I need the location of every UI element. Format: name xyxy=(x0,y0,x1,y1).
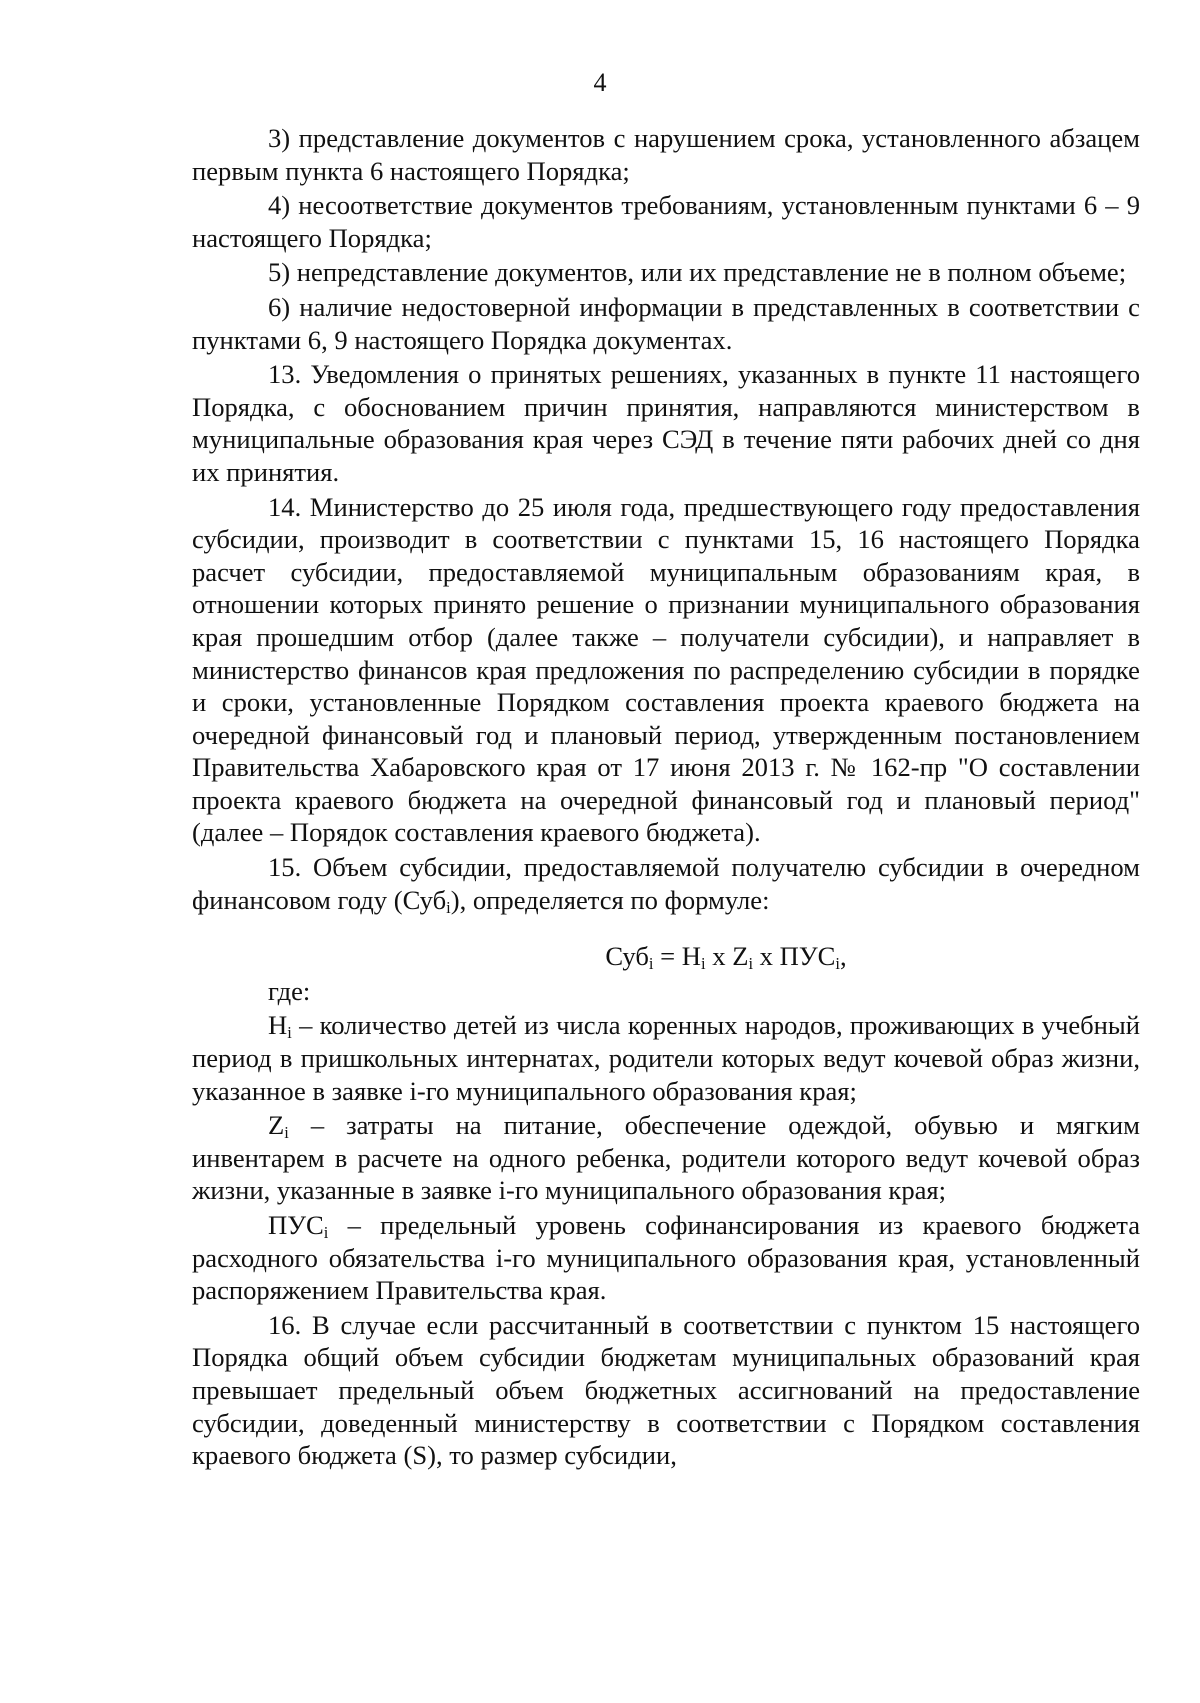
definition-z xyxy=(192,1109,1140,1207)
definition-pus-symbol: ПУС xyxy=(268,1210,324,1240)
formula-pus-index: i xyxy=(835,954,840,974)
formula-sub-index: i xyxy=(648,954,654,974)
formula-equals: = xyxy=(653,941,682,972)
paragraph-item-3: 3) представление документов с нарушением срока, установленного абзацем первым пункта 6 настоящего Порядка; xyxy=(192,123,1140,186)
paragraph-15-text-b: ), определяется по формуле: xyxy=(450,884,770,915)
paragraph-15-text-a: 15. Объем субсидии, предоставляемой получателю субсидии в очередном финансовом году (Суб xyxy=(192,852,1140,915)
paragraph-16: 16. В случае если рассчитанный в соответствии с пунктом 15 настоящего Порядка общий объем субсидии бюджетам муниципальных образований края превышает предельный объем бюджетных ассигнований на предоставление субсидии, доведенный министерству в соответствии с Порядком составления краевого бюджета (S), то размер субсидии, xyxy=(192,1309,1140,1471)
formula-h-index: i xyxy=(701,954,706,974)
definition-z-index: i xyxy=(284,1123,289,1143)
paragraph-item-6: 6) наличие недостоверной информации в представленных в соответствии с пунктами 6, 9 настоящего Порядка документах. xyxy=(192,291,1140,355)
formula-h-symbol: Н xyxy=(681,941,701,972)
formula-z-symbol: Z xyxy=(732,941,749,972)
definition-pus xyxy=(192,1209,1140,1307)
formula-end: , xyxy=(840,941,847,972)
definition-h-symbol: Н xyxy=(268,1010,288,1041)
formula-sub-symbol: Суб xyxy=(605,941,649,972)
document-body xyxy=(192,122,1140,1472)
subsidy-formula xyxy=(192,940,1140,973)
definition-z-symbol: Z xyxy=(268,1110,285,1141)
formula-times-2: x xyxy=(753,941,780,972)
definition-pus-index: i xyxy=(323,1223,329,1243)
definition-z-text: – затраты на питание, обеспечение одеждой, обувью и мягким инвентарем в расчете на одного ребенка, родители которого ведут кочевой образ жизни, указанные в заявке i-го муниципального образования края; xyxy=(192,1110,1140,1206)
paragraph-13: 13. Уведомления о принятых решениях, указанных в пункте 11 настоящего Порядка, с обоснованием причин принятия, направляются министерством в муниципальные образования края через СЭД в течение пяти рабочих дней со дня их принятия. xyxy=(192,359,1140,487)
paragraph-15 xyxy=(192,851,1140,916)
definition-h-text: – количество детей из числа коренных народов, проживающих в учебный период в пришкольных интернатах, родители которых ведут кочевой образ жизни, указанное в заявке i-го муниципального образования края; xyxy=(192,1010,1140,1106)
page-number: 4 xyxy=(593,68,607,97)
paragraph-item-4: 4) несоответствие документов требованиям, установленным пунктами 6 – 9 настоящего Порядка; xyxy=(192,190,1140,253)
formula-times-1: x xyxy=(705,941,733,972)
paragraph-14: 14. Министерство до 25 июля года, предшествующего году предоставления субсидии, производит в соответствии с пунктами 15, 16 настоящего Порядка расчет субсидии, предоставляемой муниципальным образованиям края, в отношении которых принято решение о признании муниципального образования края прошедшим отбор (далее также – получатели субсидии), и направляет в министерство финансов края предложения по распределению субсидии в порядке и сроки, установленные Порядком составления проекта краевого бюджета на очередной финансовый год и плановый период, утвержденным постановлением Правительства Хабаровского края от 17 июня 2013 г. № 162-пр "О составлении проекта краевого бюджета на очередной финансовый год и плановый период" (далее – Порядок составления краевого бюджета). xyxy=(192,491,1140,848)
definition-h xyxy=(192,1009,1140,1107)
paragraph-item-5: 5) непредставление документов, или их представление не в полном объеме; xyxy=(268,257,1127,288)
formula-z-index: i xyxy=(748,954,754,974)
paragraph-15-subscript: i xyxy=(446,897,451,917)
where-label: где: xyxy=(268,975,311,1006)
formula-pus-symbol: ПУС xyxy=(779,941,836,972)
definition-h-index: i xyxy=(287,1023,292,1043)
definition-pus-text: – предельный уровень софинансирования из краевого бюджета расходного обязательства i-го муниципального образования края, установленный распоряжением Правительства края. xyxy=(192,1210,1140,1306)
